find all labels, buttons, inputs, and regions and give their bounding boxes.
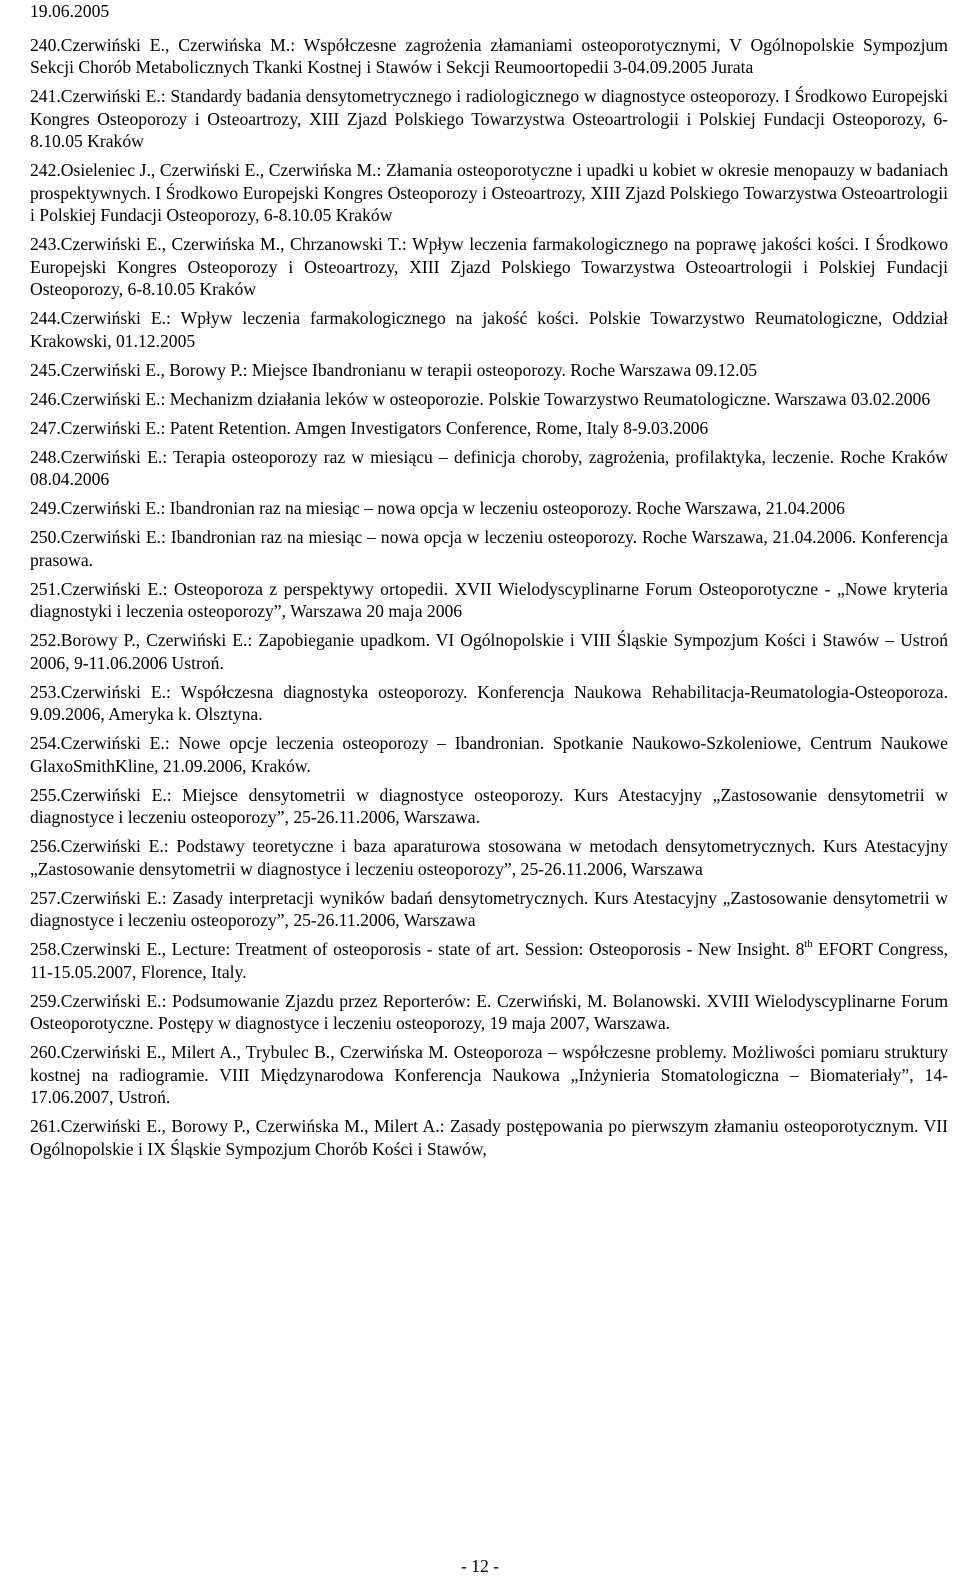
entry-number: 241. xyxy=(30,86,61,106)
entry-number: 251. xyxy=(30,578,61,599)
entry-text: Czerwiński E.: Wpływ leczenia farmakologicznego na jakość kości. Polskie Towarzystwo Reumatologiczne, Oddział Krakowski, 01.12.2005 xyxy=(30,308,948,351)
reference-entry-257 xyxy=(30,887,948,932)
entry-number: 243. xyxy=(30,234,61,254)
entry-text: Czerwiński E.: Terapia osteoporozy raz w miesiącu – definicja choroby, zagrożenia, profilaktyka, leczenie. Roche Kraków 08.04.2006 xyxy=(30,446,948,489)
entry-text: Czerwiński E., Czerwińska M., Chrzanowski T.: Wpływ leczenia farmakologicznego na poprawę jakości kości. I Środkowo Europejski Kongres Osteoporozy i Osteoartrozy, XIII Zjazd Polskiego Towarzystwa Osteoartrologii i Polskiej Fundacji Osteoporozy, 6-8.10.05 Kraków xyxy=(30,234,948,299)
reference-entry-252 xyxy=(30,629,948,674)
reference-entry-244 xyxy=(30,307,948,352)
reference-entry-250 xyxy=(30,526,948,571)
entry-text: Czerwiński E., Milert A., Trybulec B., Czerwińska M. Osteoporoza – współczesne problemy. Możliwości pomiaru struktury kostnej na radiogramie. VIII Międzynarodowa Konferencja Naukowa „Inżynieria Stomatologiczna – Biomateriały”, 14-17.06.2007, Ustroń. xyxy=(30,1042,948,1107)
entry-number: 261. xyxy=(30,1116,61,1136)
entry-text: Czerwiński E.: Zasady interpretacji wyników badań densytometrycznych. Kurs Atestacyjny „Zastosowanie densytometrii w diagnostyce i leczeniu osteoporozy”, 25-26.11.2006, Warszawa xyxy=(30,887,948,930)
reference-entry-259 xyxy=(30,990,948,1035)
entry-text: Czerwiński E., Borowy P., Czerwińska M., Milert A.: Zasady postępowania po pierwszym złamaniu osteoporotycznym. VII Ogólnopolskie i IX Śląskie Sympozjum Chorób Kości i Stawów, xyxy=(30,1116,948,1159)
reference-entry-261 xyxy=(30,1115,948,1160)
entry-number: 260. xyxy=(30,1042,61,1062)
reference-list xyxy=(30,34,948,1161)
reference-entry-256 xyxy=(30,835,948,880)
entry-number: 242. xyxy=(30,160,61,180)
entry-number: 250. xyxy=(30,527,61,547)
entry-number: 246. xyxy=(30,388,61,409)
entry-text: Czerwiński E.: Patent Retention. Amgen Investigators Conference, Rome, Italy 8-9.03.2006 xyxy=(60,417,709,438)
ordinal-superscript: th xyxy=(804,939,813,951)
reference-entry-246 xyxy=(30,388,948,411)
entry-text: Czerwiński E., Borowy P.: Miejsce Ibandronianu w terapii osteoporozy. Roche Warszawa 09.12.05 xyxy=(60,359,758,380)
reference-entry-249 xyxy=(30,497,948,520)
page-number: - 12 - xyxy=(460,1556,500,1576)
entry-number: 245. xyxy=(30,359,61,380)
document-page xyxy=(30,0,948,1167)
entry-text: Czerwiński E.: Osteoporoza z perspektywy ortopedii. XVII Wielodyscyplinarne Forum Osteoporotyczne - „Nowe kryteria diagnostyki i leczenia osteoporozy”, Warszawa 20 maja 2006 xyxy=(30,578,948,621)
reference-entry-241 xyxy=(30,85,948,153)
entry-text: Czerwiński E.: Miejsce densytometrii w diagnostyce osteoporozy. Kurs Atestacyjny „Zastosowanie densytometrii w diagnostyce i leczeniu osteoporozy”, 25-26.11.2006, Warszawa. xyxy=(30,784,948,827)
reference-entry-240 xyxy=(30,34,948,79)
entry-number: 248. xyxy=(30,446,61,467)
entry-text: Czerwinski E., Lecture: Treatment of osteoporosis - state of art. Session: Osteoporosis - New Insight. 8 xyxy=(60,939,805,959)
entry-number: 253. xyxy=(30,681,61,702)
entry-number: 240. xyxy=(30,34,61,55)
entry-text: Czerwiński E.: Podsumowanie Zjazdu przez Reporterów: E. Czerwiński, M. Bolanowski. XVIII Wielodyscyplinarne Forum Osteoporotyczne. Postępy w diagnostyce i leczeniu osteoporozy, 19 maja 2007, Warszawa. xyxy=(30,990,948,1033)
entry-number: 249. xyxy=(30,498,61,518)
entry-text: Czerwiński E., Czerwińska M.: Współczesne zagrożenia złamaniami osteoporotycznymi, V Ogólnopolskie Sympozjum Sekcji Chorób Metabolicznych Tkanki Kostnej i Stawów i Sekcji Reumoortopedii 3-04.09.2005 Jurata xyxy=(30,34,948,77)
entry-number: 259. xyxy=(30,990,61,1011)
reference-entry-253 xyxy=(30,681,948,726)
reference-entry-258 xyxy=(30,938,948,983)
entry-number: 255. xyxy=(30,784,61,805)
entry-number: 256. xyxy=(30,836,61,856)
entry-number: 257. xyxy=(30,887,61,908)
entry-number: 252. xyxy=(30,630,61,650)
reference-entry-254 xyxy=(30,732,948,777)
entry-number: 247. xyxy=(30,417,61,438)
entry-text-continued: EFORT Congress, 11-15.05.2007, Florence, Italy. xyxy=(30,939,948,982)
entry-text: Czerwiński E.: Nowe opcje leczenia osteoporozy – Ibandronian. Spotkanie Naukowo-Szkoleniowe, Centrum Naukowe GlaxoSmithKline, 21.09.2006, Kraków. xyxy=(30,733,948,776)
entry-text: Czerwiński E.: Ibandronian raz na miesiąc – nowa opcja w leczeniu osteoporozy. Roche Warszawa, 21.04.2006 xyxy=(60,498,845,518)
entry-text: Osieleniec J., Czerwiński E., Czerwińska M.: Złamania osteoporotyczne i upadki u kobiet w okresie menopauzy w badaniach prospektywnych. I Środkowo Europejski Kongres Osteoporozy i Osteoartrozy, XIII Zjazd Polskiego Towarzystwa Osteoartrologii i Polskiej Fundacji Osteoporozy, 6-8.10.05 Kraków xyxy=(30,160,948,225)
continued-date-line: 19.06.2005 xyxy=(30,1,110,21)
reference-entry-242 xyxy=(30,159,948,227)
entry-text: Czerwiński E.: Podstawy teoretyczne i baza aparaturowa stosowana w metodach densytometrycznych. Kurs Atestacyjny „Zastosowanie densytometrii w diagnostyce i leczeniu osteoporozy”, 25-26.11.2006, Warszawa xyxy=(30,836,948,879)
entry-text: Czerwiński E.: Standardy badania densytometrycznego i radiologicznego w diagnostyce osteoporozy. I Środkowo Europejski Kongres Osteoporozy i Osteoartrozy, XIII Zjazd Polskiego Towarzystwa Osteoartrologii i Polskiej Fundacji Osteoporozy, 6-8.10.05 Kraków xyxy=(30,86,948,151)
entry-text: Czerwiński E.: Współczesna diagnostyka osteoporozy. Konferencja Naukowa Rehabilitacja-Reumatologia-Osteoporoza. 9.09.2006, Ameryka k. Olsztyna. xyxy=(30,681,948,724)
entry-text: Czerwiński E.: Ibandronian raz na miesiąc – nowa opcja w leczeniu osteoporozy. Roche Warszawa, 21.04.2006. Konferencja prasowa. xyxy=(30,527,948,570)
reference-entry-245 xyxy=(30,359,948,382)
entry-text: Borowy P., Czerwiński E.: Zapobieganie upadkom. VI Ogólnopolskie i VIII Śląskie Sympozjum Kości i Stawów – Ustroń 2006, 9-11.06.2006 Ustroń. xyxy=(30,630,948,673)
reference-entry-248 xyxy=(30,446,948,491)
reference-entry-247 xyxy=(30,417,948,440)
reference-entry-251 xyxy=(30,578,948,623)
reference-entry-243 xyxy=(30,233,948,301)
reference-entry-255 xyxy=(30,784,948,829)
entry-number: 244. xyxy=(30,308,61,328)
entry-text: Czerwiński E.: Mechanizm działania leków w osteoporozie. Polskie Towarzystwo Reumatologiczne. Warszawa 03.02.2006 xyxy=(60,388,931,409)
entry-number: 254. xyxy=(30,733,61,753)
reference-entry-260 xyxy=(30,1041,948,1109)
entry-number: 258. xyxy=(30,939,61,959)
